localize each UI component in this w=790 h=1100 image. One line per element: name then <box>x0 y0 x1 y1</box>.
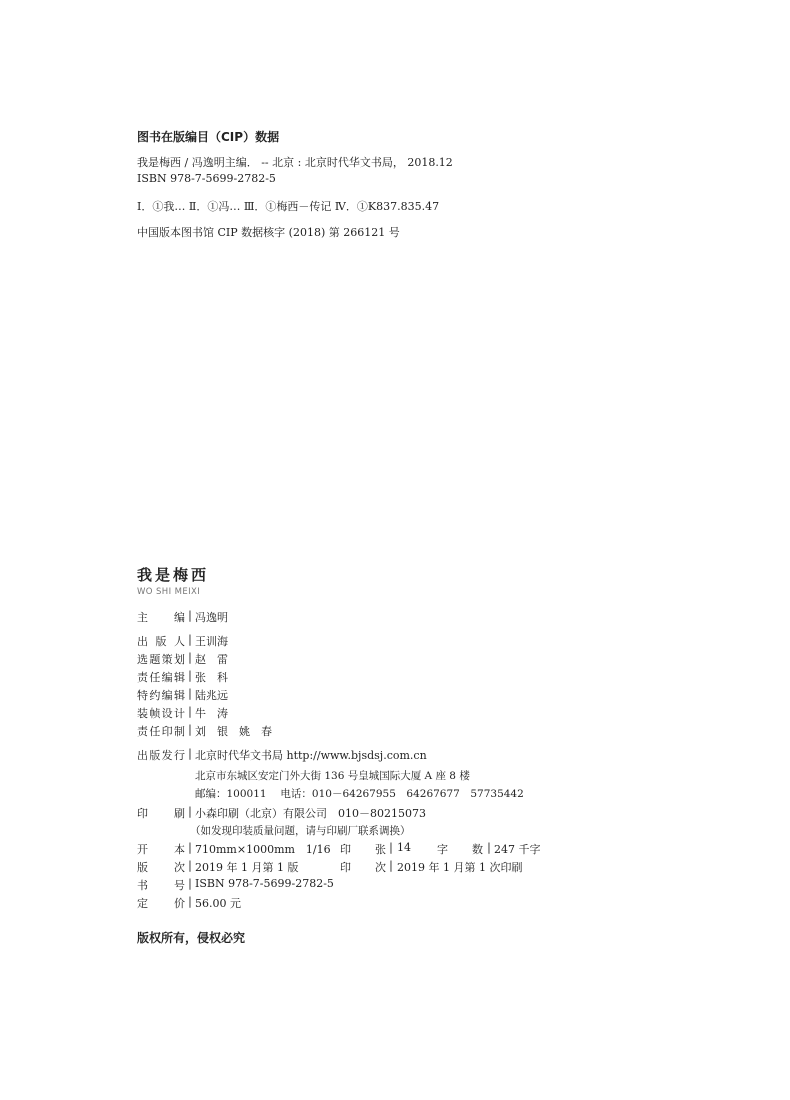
credit-label: 装 帧 设 计 <box>137 707 185 720</box>
format-row: 开 本 | 710mm×1000mm 1/16 <box>137 841 331 856</box>
publisher-address: 北京市东城区安定门外大街 136 号皇城国际大厦 A 座 8 楼 <box>195 770 470 782</box>
credit-value: 牛 涛 <box>195 707 228 720</box>
credit-label: 责 任 编 辑 <box>137 671 185 684</box>
impression-label: 印 次 <box>340 861 386 874</box>
book-pinyin: WO SHI MEIXI <box>137 587 201 597</box>
credit-label: 出 版 人 <box>137 635 185 648</box>
credit-label: 主 编 <box>137 611 185 624</box>
isbn-value: ISBN 978-7-5699-2782-5 <box>195 877 334 890</box>
publisher-contact: 邮编：100011 电话：010－64267955 64267677 57735442 <box>195 788 524 800</box>
credit-label: 出 版 发 行 <box>137 749 185 762</box>
book-title: 我是梅西 <box>137 566 210 584</box>
format-value: 710mm×1000mm 1/16 <box>195 843 331 856</box>
spec-label: 开 本 <box>137 843 185 856</box>
cip-line-record: 中国版本图书馆 CIP 数据核字 (2018) 第 266121 号 <box>137 226 400 239</box>
credit-label: 印 刷 <box>137 807 185 820</box>
cip-line-classification: Ⅰ．①我… Ⅱ．①冯… Ⅲ．①梅西－传记 Ⅳ．①K837.835.47 <box>137 200 440 213</box>
spec-label: 版 次 <box>137 861 185 874</box>
credit-value: 陆兆远 <box>195 689 228 702</box>
impression-value: 2019 年 1 月第 1 次印刷 <box>397 861 523 874</box>
credit-editor: 主 编 | 冯逸明 <box>137 609 228 624</box>
words-label: 字 数 <box>437 843 483 856</box>
credit-value: 刘 银 姚 春 <box>195 725 272 738</box>
credit-planner: 选 题 策 划 | 赵 雷 <box>137 651 228 666</box>
edition-row: 版 次 | 2019 年 1 月第 1 版 <box>137 859 299 874</box>
isbn-row: 书 号 | ISBN 978-7-5699-2782-5 <box>137 877 334 892</box>
credit-label: 责 任 印 制 <box>137 725 185 738</box>
cip-line-isbn: ISBN 978-7-5699-2782-5 <box>137 172 276 185</box>
credit-special-editor: 特 约 编 辑 | 陆兆远 <box>137 687 228 702</box>
credit-resp-editor: 责 任 编 辑 | 张 科 <box>137 669 228 684</box>
credit-value: 赵 雷 <box>195 653 228 666</box>
cip-heading: 图书在版编目（CIP）数据 <box>137 130 280 144</box>
credit-value: 王训海 <box>195 635 228 648</box>
cip-line-title: 我是梅西 / 冯逸明主编． -- 北京 : 北京时代华文书局， 2018.12 <box>137 156 453 169</box>
credit-designer: 装 帧 设 计 | 牛 涛 <box>137 705 228 720</box>
credit-label: 特 约 编 辑 <box>137 689 185 702</box>
credit-value: 冯逸明 <box>195 611 228 624</box>
print-note: （如发现印装质量问题，请与印刷厂联系调换） <box>190 825 411 837</box>
spec-label: 书 号 <box>137 879 185 892</box>
credit-label: 选 题 策 划 <box>137 653 185 666</box>
printer-name: 小森印刷（北京）有限公司 010－80215073 <box>195 807 426 820</box>
publisher-name: 北京时代华文书局 http://www.bjsdsj.com.cn <box>195 749 427 762</box>
spec-label: 定 价 <box>137 897 185 910</box>
credit-publisher-person: 出 版 人 | 王训海 <box>137 633 228 648</box>
publishing-row: 出 版 发 行 | 北京时代华文书局 http://www.bjsdsj.com.cn <box>137 747 427 762</box>
rights-notice: 版权所有，侵权必究 <box>137 931 246 945</box>
credit-printing-resp: 责 任 印 制 | 刘 银 姚 春 <box>137 723 272 738</box>
price-value: 56.00 元 <box>195 897 241 910</box>
sheets-value: 14 <box>397 841 411 854</box>
words-value: 247 千字 <box>494 843 541 856</box>
sheets-label: 印 张 <box>340 843 386 856</box>
edition-value: 2019 年 1 月第 1 版 <box>195 861 299 874</box>
price-row: 定 价 | 56.00 元 <box>137 895 241 910</box>
credit-value: 张 科 <box>195 671 228 684</box>
print-row: 印 刷 | 小森印刷（北京）有限公司 010－80215073 <box>137 805 426 820</box>
